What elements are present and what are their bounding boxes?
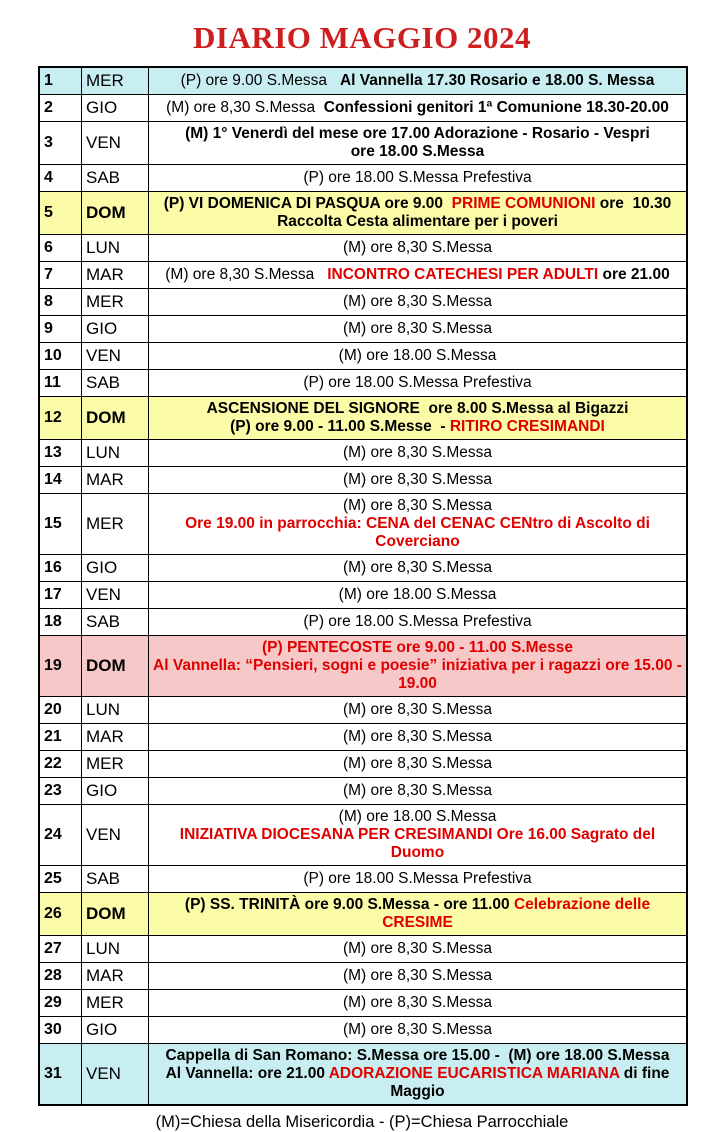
day-number: 26 bbox=[39, 893, 82, 936]
event-text-segment: (M) ore 8,30 S.Messa bbox=[342, 497, 493, 514]
diary-row bbox=[39, 122, 687, 165]
diary-row bbox=[39, 95, 687, 122]
event-line bbox=[153, 320, 682, 338]
diary-row bbox=[39, 866, 687, 893]
event-line bbox=[153, 559, 682, 577]
diary-row bbox=[39, 990, 687, 1017]
event-text-segment: (P) ore 18.00 S.Messa Prefestiva bbox=[303, 870, 532, 887]
event-text-segment: Confessioni genitori 1ª Comunione 18.30-20.00 bbox=[323, 99, 669, 116]
day-number: 19 bbox=[39, 636, 82, 697]
diary-row bbox=[39, 440, 687, 467]
diary-row bbox=[39, 936, 687, 963]
day-events bbox=[149, 963, 688, 990]
event-line bbox=[153, 1047, 682, 1065]
day-events bbox=[149, 67, 688, 95]
event-text-segment: (P) PENTECOSTE ore 9.00 - 11.00 S.Messe bbox=[262, 639, 573, 656]
event-text-segment: (M) 1° Venerdì del mese ore 17.00 Adorazione - Rosario - Vespri bbox=[185, 125, 650, 142]
event-line bbox=[153, 1065, 682, 1101]
day-number: 14 bbox=[39, 467, 82, 494]
day-name: LUN bbox=[82, 440, 149, 467]
day-events bbox=[149, 370, 688, 397]
day-number: 4 bbox=[39, 165, 82, 192]
day-number: 16 bbox=[39, 555, 82, 582]
event-line bbox=[153, 808, 682, 826]
event-line bbox=[153, 896, 682, 932]
day-events bbox=[149, 778, 688, 805]
day-name: GIO bbox=[82, 316, 149, 343]
event-text-segment: (M) ore 8,30 S.Messa bbox=[342, 967, 493, 984]
day-number: 29 bbox=[39, 990, 82, 1017]
day-name: GIO bbox=[82, 1017, 149, 1044]
diary-table-body bbox=[39, 67, 687, 1105]
event-text-segment: (P) ore 18.00 S.Messa Prefestiva bbox=[303, 374, 532, 391]
day-number: 31 bbox=[39, 1044, 82, 1106]
diary-row bbox=[39, 494, 687, 555]
event-text-segment: (M) ore 8,30 S.Messa bbox=[342, 940, 493, 957]
event-text-segment: (P) SS. TRINITÀ ore 9.00 S.Messa - ore 11.00 bbox=[184, 896, 514, 913]
day-name: GIO bbox=[82, 778, 149, 805]
event-text-segment: (M) ore 8,30 S.Messa bbox=[342, 782, 493, 799]
day-name: DOM bbox=[82, 192, 149, 235]
event-text-segment: (M) ore 8,30 S.Messa bbox=[342, 994, 493, 1011]
diary-row bbox=[39, 582, 687, 609]
event-text-segment: ore 21.00 bbox=[598, 266, 670, 283]
day-events bbox=[149, 751, 688, 778]
diary-row bbox=[39, 751, 687, 778]
event-line bbox=[153, 967, 682, 985]
event-text-segment: ore 18.00 S.Messa bbox=[350, 143, 485, 160]
diary-row bbox=[39, 67, 687, 95]
day-name: MAR bbox=[82, 963, 149, 990]
day-name: MER bbox=[82, 751, 149, 778]
event-line bbox=[153, 99, 682, 117]
day-name: DOM bbox=[82, 636, 149, 697]
day-name: VEN bbox=[82, 582, 149, 609]
event-line bbox=[153, 400, 682, 418]
event-text-segment: Al Vannella 17.30 Rosario e 18.00 S. Messa bbox=[339, 72, 655, 89]
diary-row bbox=[39, 1017, 687, 1044]
diary-row bbox=[39, 636, 687, 697]
event-line bbox=[153, 444, 682, 462]
diary-row bbox=[39, 724, 687, 751]
day-events bbox=[149, 555, 688, 582]
day-number: 27 bbox=[39, 936, 82, 963]
day-name: DOM bbox=[82, 397, 149, 440]
day-name: MER bbox=[82, 494, 149, 555]
event-line bbox=[153, 239, 682, 257]
day-events bbox=[149, 609, 688, 636]
day-number: 1 bbox=[39, 67, 82, 95]
event-line bbox=[153, 728, 682, 746]
event-text-segment: (M) ore 8,30 S.Messa bbox=[342, 471, 493, 488]
event-line bbox=[153, 195, 682, 213]
day-events bbox=[149, 122, 688, 165]
day-number: 7 bbox=[39, 262, 82, 289]
day-events bbox=[149, 397, 688, 440]
event-text-segment: (M) ore 8,30 S.Messa bbox=[165, 266, 328, 283]
event-line bbox=[153, 471, 682, 489]
event-line bbox=[153, 826, 682, 862]
day-events bbox=[149, 440, 688, 467]
event-text-segment: INIZIATIVA DIOCESANA PER CRESIMANDI Ore 16.00 Sagrato del Duomo bbox=[179, 826, 660, 861]
event-text-segment: (M) ore 8,30 S.Messa bbox=[342, 444, 493, 461]
day-name: SAB bbox=[82, 165, 149, 192]
day-events bbox=[149, 343, 688, 370]
day-events bbox=[149, 1017, 688, 1044]
event-text-segment: (P) ore 18.00 S.Messa Prefestiva bbox=[303, 169, 532, 186]
event-line bbox=[153, 701, 682, 719]
day-number: 24 bbox=[39, 805, 82, 866]
day-events bbox=[149, 805, 688, 866]
day-name: LUN bbox=[82, 697, 149, 724]
day-name: MER bbox=[82, 289, 149, 316]
diary-row bbox=[39, 697, 687, 724]
event-line bbox=[153, 72, 682, 90]
diary-row bbox=[39, 262, 687, 289]
event-text-segment: (M) ore 18.00 S.Messa bbox=[338, 808, 497, 825]
diary-table bbox=[38, 66, 688, 1106]
event-line bbox=[153, 347, 682, 365]
day-name: SAB bbox=[82, 866, 149, 893]
day-number: 13 bbox=[39, 440, 82, 467]
day-name: VEN bbox=[82, 805, 149, 866]
day-number: 9 bbox=[39, 316, 82, 343]
diary-row bbox=[39, 963, 687, 990]
day-events bbox=[149, 866, 688, 893]
event-text-segment: Al Vannella: ore 21.00 bbox=[165, 1065, 329, 1082]
diary-row bbox=[39, 192, 687, 235]
page-title: DIARIO MAGGIO 2024 bbox=[193, 20, 531, 55]
day-name: DOM bbox=[82, 893, 149, 936]
event-text-segment: (M) ore 18.00 S.Messa bbox=[338, 347, 497, 364]
diary-row bbox=[39, 1044, 687, 1106]
day-number: 12 bbox=[39, 397, 82, 440]
day-events bbox=[149, 1044, 688, 1106]
event-line bbox=[153, 418, 682, 436]
event-line bbox=[153, 940, 682, 958]
day-events bbox=[149, 636, 688, 697]
event-text-segment: Raccolta Cesta alimentare per i poveri bbox=[277, 213, 558, 230]
day-number: 3 bbox=[39, 122, 82, 165]
day-events bbox=[149, 262, 688, 289]
day-events bbox=[149, 165, 688, 192]
event-text-segment: INCONTRO CATECHESI PER ADULTI bbox=[327, 266, 599, 283]
event-text-segment: (M) ore 8,30 S.Messa bbox=[166, 99, 324, 116]
day-name: MER bbox=[82, 67, 149, 95]
day-events bbox=[149, 289, 688, 316]
diary-row bbox=[39, 805, 687, 866]
day-number: 15 bbox=[39, 494, 82, 555]
day-events bbox=[149, 316, 688, 343]
event-line bbox=[153, 266, 682, 284]
event-text-segment: ADORAZIONE EUCARISTICA MARIANA bbox=[328, 1065, 620, 1082]
day-events bbox=[149, 582, 688, 609]
day-name: MER bbox=[82, 990, 149, 1017]
day-name: MAR bbox=[82, 467, 149, 494]
event-line bbox=[153, 994, 682, 1012]
event-text-segment: (M) ore 8,30 S.Messa bbox=[342, 320, 493, 337]
day-events bbox=[149, 697, 688, 724]
event-text-segment: (M) ore 8,30 S.Messa bbox=[342, 728, 493, 745]
event-line bbox=[153, 1021, 682, 1039]
event-line bbox=[153, 639, 682, 657]
day-events bbox=[149, 494, 688, 555]
diary-row bbox=[39, 609, 687, 636]
diary-row bbox=[39, 370, 687, 397]
event-text-segment: ore 10.30 bbox=[595, 195, 672, 212]
day-number: 2 bbox=[39, 95, 82, 122]
event-text-segment: Al Vannella: “Pensieri, sogni e poesie” iniziativa per i ragazzi ore 15.00 - 19.00 bbox=[153, 657, 687, 692]
day-number: 17 bbox=[39, 582, 82, 609]
diary-row bbox=[39, 778, 687, 805]
diary-row bbox=[39, 893, 687, 936]
event-line bbox=[153, 125, 682, 143]
day-name: MAR bbox=[82, 724, 149, 751]
event-text-segment: (M) ore 8,30 S.Messa bbox=[342, 293, 493, 310]
day-number: 11 bbox=[39, 370, 82, 397]
event-line bbox=[153, 143, 682, 161]
day-name: MAR bbox=[82, 262, 149, 289]
event-line bbox=[153, 169, 682, 187]
diary-row bbox=[39, 343, 687, 370]
day-number: 21 bbox=[39, 724, 82, 751]
day-number: 28 bbox=[39, 963, 82, 990]
day-name: VEN bbox=[82, 122, 149, 165]
event-text-segment: (M) ore 8,30 S.Messa bbox=[342, 559, 493, 576]
event-text-segment: (P) ore 9.00 S.Messa bbox=[180, 72, 340, 89]
event-text-segment: (M) ore 8,30 S.Messa bbox=[342, 239, 493, 256]
day-name: LUN bbox=[82, 235, 149, 262]
day-number: 6 bbox=[39, 235, 82, 262]
event-line bbox=[153, 374, 682, 392]
legend-footer: (M)=Chiesa della Misericordia - (P)=Chiesa Parrocchiale bbox=[155, 1113, 569, 1131]
day-name: VEN bbox=[82, 1044, 149, 1106]
day-number: 20 bbox=[39, 697, 82, 724]
event-text-segment: ASCENSIONE DEL SIGNORE ore 8.00 S.Messa al Bigazzi bbox=[206, 400, 629, 417]
event-text-segment: (P) ore 18.00 S.Messa Prefestiva bbox=[303, 613, 532, 630]
event-text-segment: (M) ore 8,30 S.Messa bbox=[342, 755, 493, 772]
day-number: 25 bbox=[39, 866, 82, 893]
diary-row bbox=[39, 235, 687, 262]
event-line bbox=[153, 293, 682, 311]
day-number: 30 bbox=[39, 1017, 82, 1044]
event-line bbox=[153, 213, 682, 231]
event-text-segment: PRIME COMUNIONI bbox=[451, 195, 596, 212]
event-text-segment: Ore 19.00 in parrocchia: CENA del CENAC CENtro di Ascolto di Coverciano bbox=[185, 515, 655, 550]
event-text-segment: (M) ore 8,30 S.Messa bbox=[342, 1021, 493, 1038]
day-events bbox=[149, 893, 688, 936]
diary-row bbox=[39, 316, 687, 343]
event-line bbox=[153, 755, 682, 773]
day-name: GIO bbox=[82, 95, 149, 122]
day-number: 8 bbox=[39, 289, 82, 316]
day-events bbox=[149, 467, 688, 494]
day-events bbox=[149, 235, 688, 262]
event-line bbox=[153, 870, 682, 888]
day-name: VEN bbox=[82, 343, 149, 370]
event-line bbox=[153, 586, 682, 604]
event-text-segment: (P) VI DOMENICA DI PASQUA ore 9.00 bbox=[163, 195, 452, 212]
day-events bbox=[149, 936, 688, 963]
day-name: GIO bbox=[82, 555, 149, 582]
event-text-segment: (M) ore 18.00 S.Messa bbox=[338, 586, 497, 603]
day-name: LUN bbox=[82, 936, 149, 963]
day-events bbox=[149, 990, 688, 1017]
event-text-segment: di fine Maggio bbox=[390, 1065, 674, 1100]
event-line bbox=[153, 613, 682, 631]
diary-row bbox=[39, 397, 687, 440]
day-number: 23 bbox=[39, 778, 82, 805]
day-number: 18 bbox=[39, 609, 82, 636]
event-text-segment: (P) ore 9.00 - 11.00 S.Messe - bbox=[230, 418, 450, 435]
event-text-segment: RITIRO CRESIMANDI bbox=[449, 418, 605, 435]
event-text-segment: Celebrazione delle CRESIME bbox=[382, 896, 655, 931]
event-line bbox=[153, 657, 687, 693]
event-line bbox=[153, 782, 682, 800]
diary-row bbox=[39, 555, 687, 582]
day-number: 10 bbox=[39, 343, 82, 370]
event-text-segment: (M) ore 8,30 S.Messa bbox=[342, 701, 493, 718]
day-events bbox=[149, 95, 688, 122]
event-line bbox=[153, 515, 682, 551]
day-name: SAB bbox=[82, 370, 149, 397]
day-name: SAB bbox=[82, 609, 149, 636]
day-number: 5 bbox=[39, 192, 82, 235]
diary-row bbox=[39, 289, 687, 316]
day-number: 22 bbox=[39, 751, 82, 778]
diary-row bbox=[39, 165, 687, 192]
event-line bbox=[153, 497, 682, 515]
day-events bbox=[149, 724, 688, 751]
day-events bbox=[149, 192, 688, 235]
event-text-segment: Cappella di San Romano: S.Messa ore 15.00 - (M) ore 18.00 S.Messa bbox=[165, 1047, 670, 1064]
diary-row bbox=[39, 467, 687, 494]
